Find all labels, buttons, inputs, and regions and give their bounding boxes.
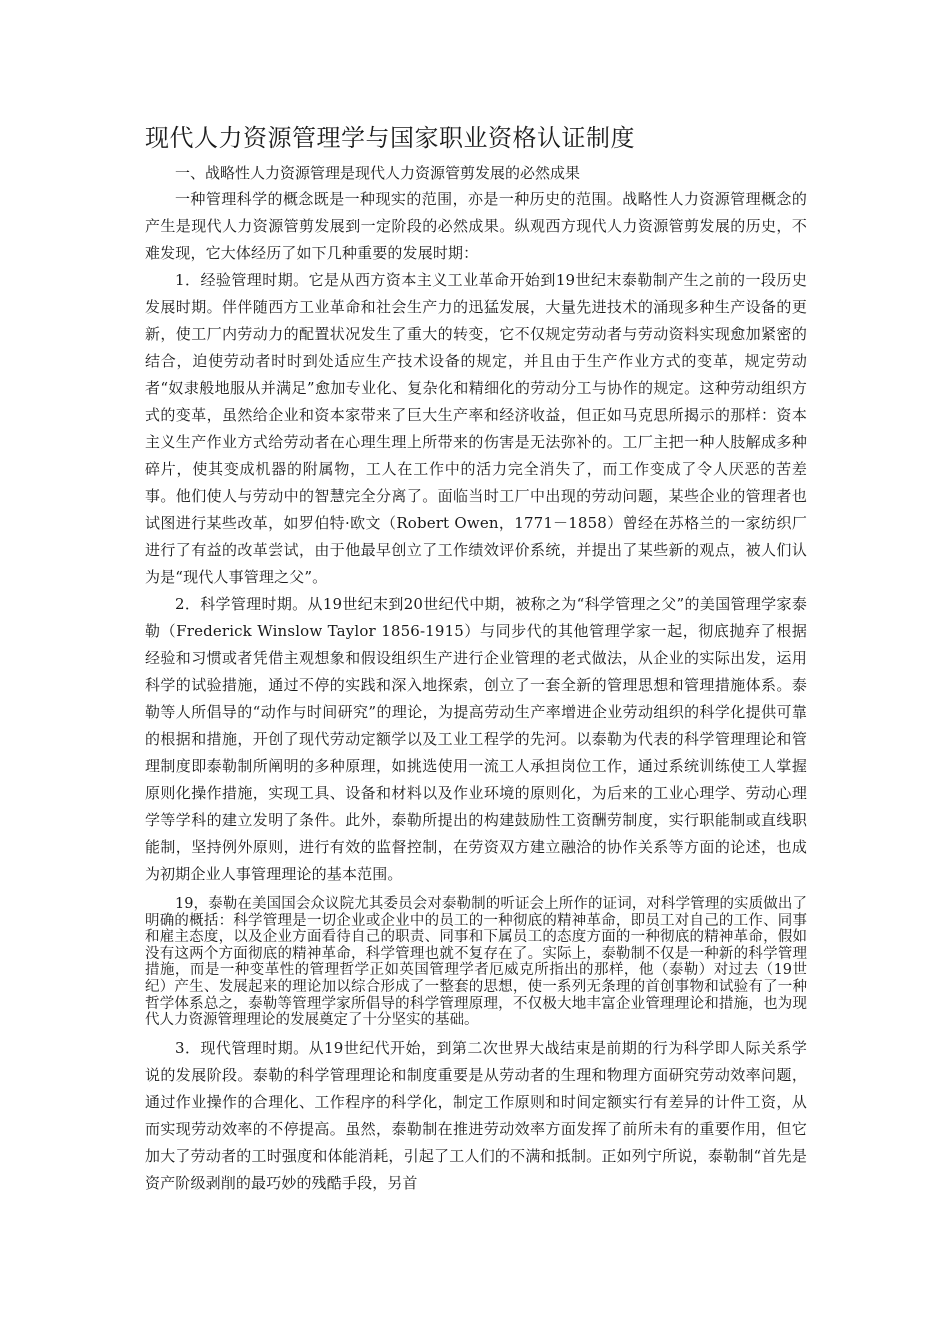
paragraph-intro: 一种管理科学的概念既是一种现实的范围，亦是一种历史的范围。战略性人力资源管理概念的产生是现代人力资源管剪发展到一定阶段的必然成果。纵观西方现代人力资源管剪发展的历史，不难发现，它大体经历了如下几种重要的发展时期： xyxy=(145,190,807,262)
paragraph-modern-management: 3．现代管理时期。从19世纪代开始，到第二次世界大战结束是前期的行为科学即人际关系学说的发展阶段。泰勒的科学管理理论和制度重要是从劳动者的生理和物理方面研究劳动效率问题，通过作业操作的合理化、工作程序的科学化，制定工作原则和时间定额实行有差异的计件工资，从而实现劳动效率的不停提高。虽然，泰勒制在推进劳动效率方面发挥了前所未有的重要作用，但它加大了劳动者的工时强度和体能消耗，引起了工人们的不满和抵制。正如列宁所说，泰勒制“首先是资产阶级剥削的最巧妙的残酷手段，另首 xyxy=(145,1038,807,1192)
document-title: 现代人力资源管理学与国家职业资格认证制度 xyxy=(145,124,635,152)
paragraph-empirical-management: 1．经验管理时期。它是从西方资本主义工业革命开始到19世纪末泰勒制产生之前的一段历史发展时期。伴伴随西方工业革命和社会生产力的迅猛发展，大量先进技术的涌现多种生产设备的更新，使工厂内劳动力的配置状况发生了重大的转变，它不仅规定劳动者与劳动资料实现愈加紧密的结合，迫使劳动者时时到处适应生产技术设备的规定，并且由于生产作业方式的变革，规定劳动者“奴隶般地服从并满足”愈加专业化、复杂化和精细化的劳动分工与协作的规定。这种劳动组织方式的变革，虽然给企业和资本家带来了巨大生产率和经济收益，但正如马克思所揭示的那样：资本主义生产作业方式给劳动者在心理生理上所带来的伤害是无法弥补的。工厂主把一种人肢解成多种碎片，使其变成机器的附属物，工人在工作中的活力完全消失了，而工作变成了令人厌恶的苦差事。他们使人与劳动中的智慧完全分离了。面临当时工厂中出现的劳动问题，某些企业的管理者也试图进行某些改革，如罗伯特·欧文（Robert Owen，1771－1858）曾经在苏格兰的一家纺织厂进行了有益的改革尝试，由于他最早创立了工作绩效评价系统，并提出了某些新的观点，被人们认为是“现代人事管理之父”。 xyxy=(145,271,807,586)
paragraph-scientific-management: 2．科学管理时期。从19世纪末到20世纪代中期，被称之为“科学管理之父”的美国管理学家泰勒（Frederick Winslow Taylor 1856-1915）与同步代的其他管理学家一起，彻底抛弃了根据经验和习惯或者凭借主观想象和假设组织生产进行企业管理的老式做法，从企业的实际出发，运用科学的试验措施，通过不停的实践和深入地探索，创立了一套全新的管理思想和管理措施体系。泰勒等人所倡导的“动作与时间研究”的理论，为提高劳动生产率增进企业劳动组织的科学化提供可靠的根据和措施，开创了现代劳动定额学以及工业工程学的先河。以泰勒为代表的科学管理理论和管理制度即泰勒制所阐明的多种原理，如挑选使用一流工人承担岗位工作，通过系统训练使工人掌握原则化操作措施，实现工具、设备和材料以及作业环境的原则化，为后来的工业心理学、劳动心理学等学科的建立发明了条件。此外，泰勒所提出的构建鼓励性工资酬劳制度，实行职能制或直线职能制，坚持例外原则，进行有效的监督控制，在劳资双方建立融洽的协作关系等方面的论述，也成为初期企业人事管理理论的基本范围。 xyxy=(145,595,807,883)
section-heading: 一、战略性人力资源管理是现代人力资源管剪发展的必然成果 xyxy=(175,164,581,182)
document-page xyxy=(145,118,807,1197)
paragraph-taylor-testimony: 19，泰勒在美国国会众议院尤其委员会对泰勒制的听证会上所作的证词，对科学管理的实质做出了明确的概括：科学管理是一切企业或企业中的员工的一种彻底的精神革命，即员工对自己的工作、同事和雇主态度，以及企业方面看待自己的职责、同事和下属员工的态度方面的一种彻底的精神革命，假如没有这两个方面彻底的精神革命，科学管理也就不复存在了。实际上，泰勒制不仅是一种新的科学管理措施，而是一种变革性的管理哲学正如英国管理学者厄威克所指出的那样，他（泰勒）对过去（19世纪）产生、发展起来的理论加以综合形成了一整套的思想，使一系列无条理的首创事物和试验有了一种哲学体系总之，泰勒等管理学家所倡导的科学管理原理，不仅极大地丰富企业管理理论和措施，也为现代人力资源管理理论的发展奠定了十分坚实的基础。 xyxy=(145,896,807,1029)
